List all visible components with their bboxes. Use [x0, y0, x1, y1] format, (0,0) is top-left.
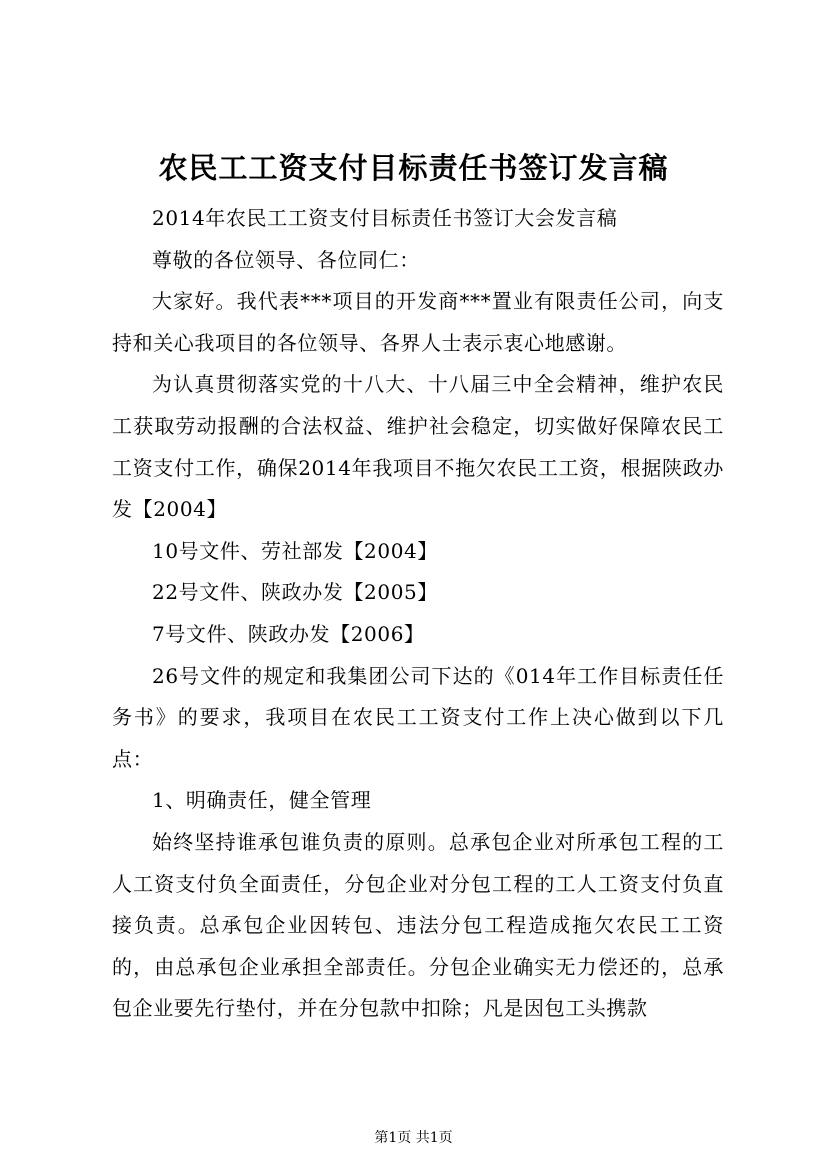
- document-title: 农民工工资支付目标责任书签订发言稿: [158, 151, 669, 185]
- paragraph-doc-ref-1: 10号文件、劳社部发【2004】: [152, 538, 438, 563]
- document-body: [112, 198, 724, 1030]
- paragraph-subtitle: 2014年农民工工资支付目标责任书签订大会发言稿: [152, 206, 618, 230]
- page-footer: 第1页 共1页: [374, 1130, 453, 1146]
- paragraph-doc-ref-2: 22号文件、陕政办发【2005】: [152, 580, 438, 605]
- paragraph-doc-ref-3: 7号文件、陕政办发【2006】: [152, 621, 425, 646]
- paragraph-greeting: 大家好。我代表***项目的开发商***置业有限责任公司，向支持和关心我项目的各位领导、各界人士表示衷心地感谢。: [112, 289, 724, 355]
- paragraph-purpose: 为认真贯彻落实党的十八大、十八届三中全会精神，维护农民工获取劳动报酬的合法权益、维护社会稳定，切实做好保障农民工工资支付工作，确保2014年我项目不拖欠农民工工资，根据陕政办发【2004】: [112, 372, 724, 522]
- paragraph-commitment: 26号文件的规定和我集团公司下达的《014年工作目标责任任务书》的要求，我项目在农民工工资支付工作上决心做到以下几点：: [112, 663, 724, 771]
- paragraph-heading-1: 1、明确责任，健全管理: [152, 788, 372, 813]
- paragraph-responsibility: 始终坚持谁承包谁负责的原则。总承包企业对所承包工程的工人工资支付负全面责任，分包企业对分包工程的工人工资支付负直接负责。总承包企业因转包、违法分包工程造成拖欠农民工工资的，由总承包企业承担全部责任。分包企业确实无力偿还的，总承包企业要先行垫付，并在分包款中扣除；凡是因包工头携款: [112, 829, 724, 1021]
- paragraph-salutation: 尊敬的各位领导、各位同仁：: [152, 247, 420, 272]
